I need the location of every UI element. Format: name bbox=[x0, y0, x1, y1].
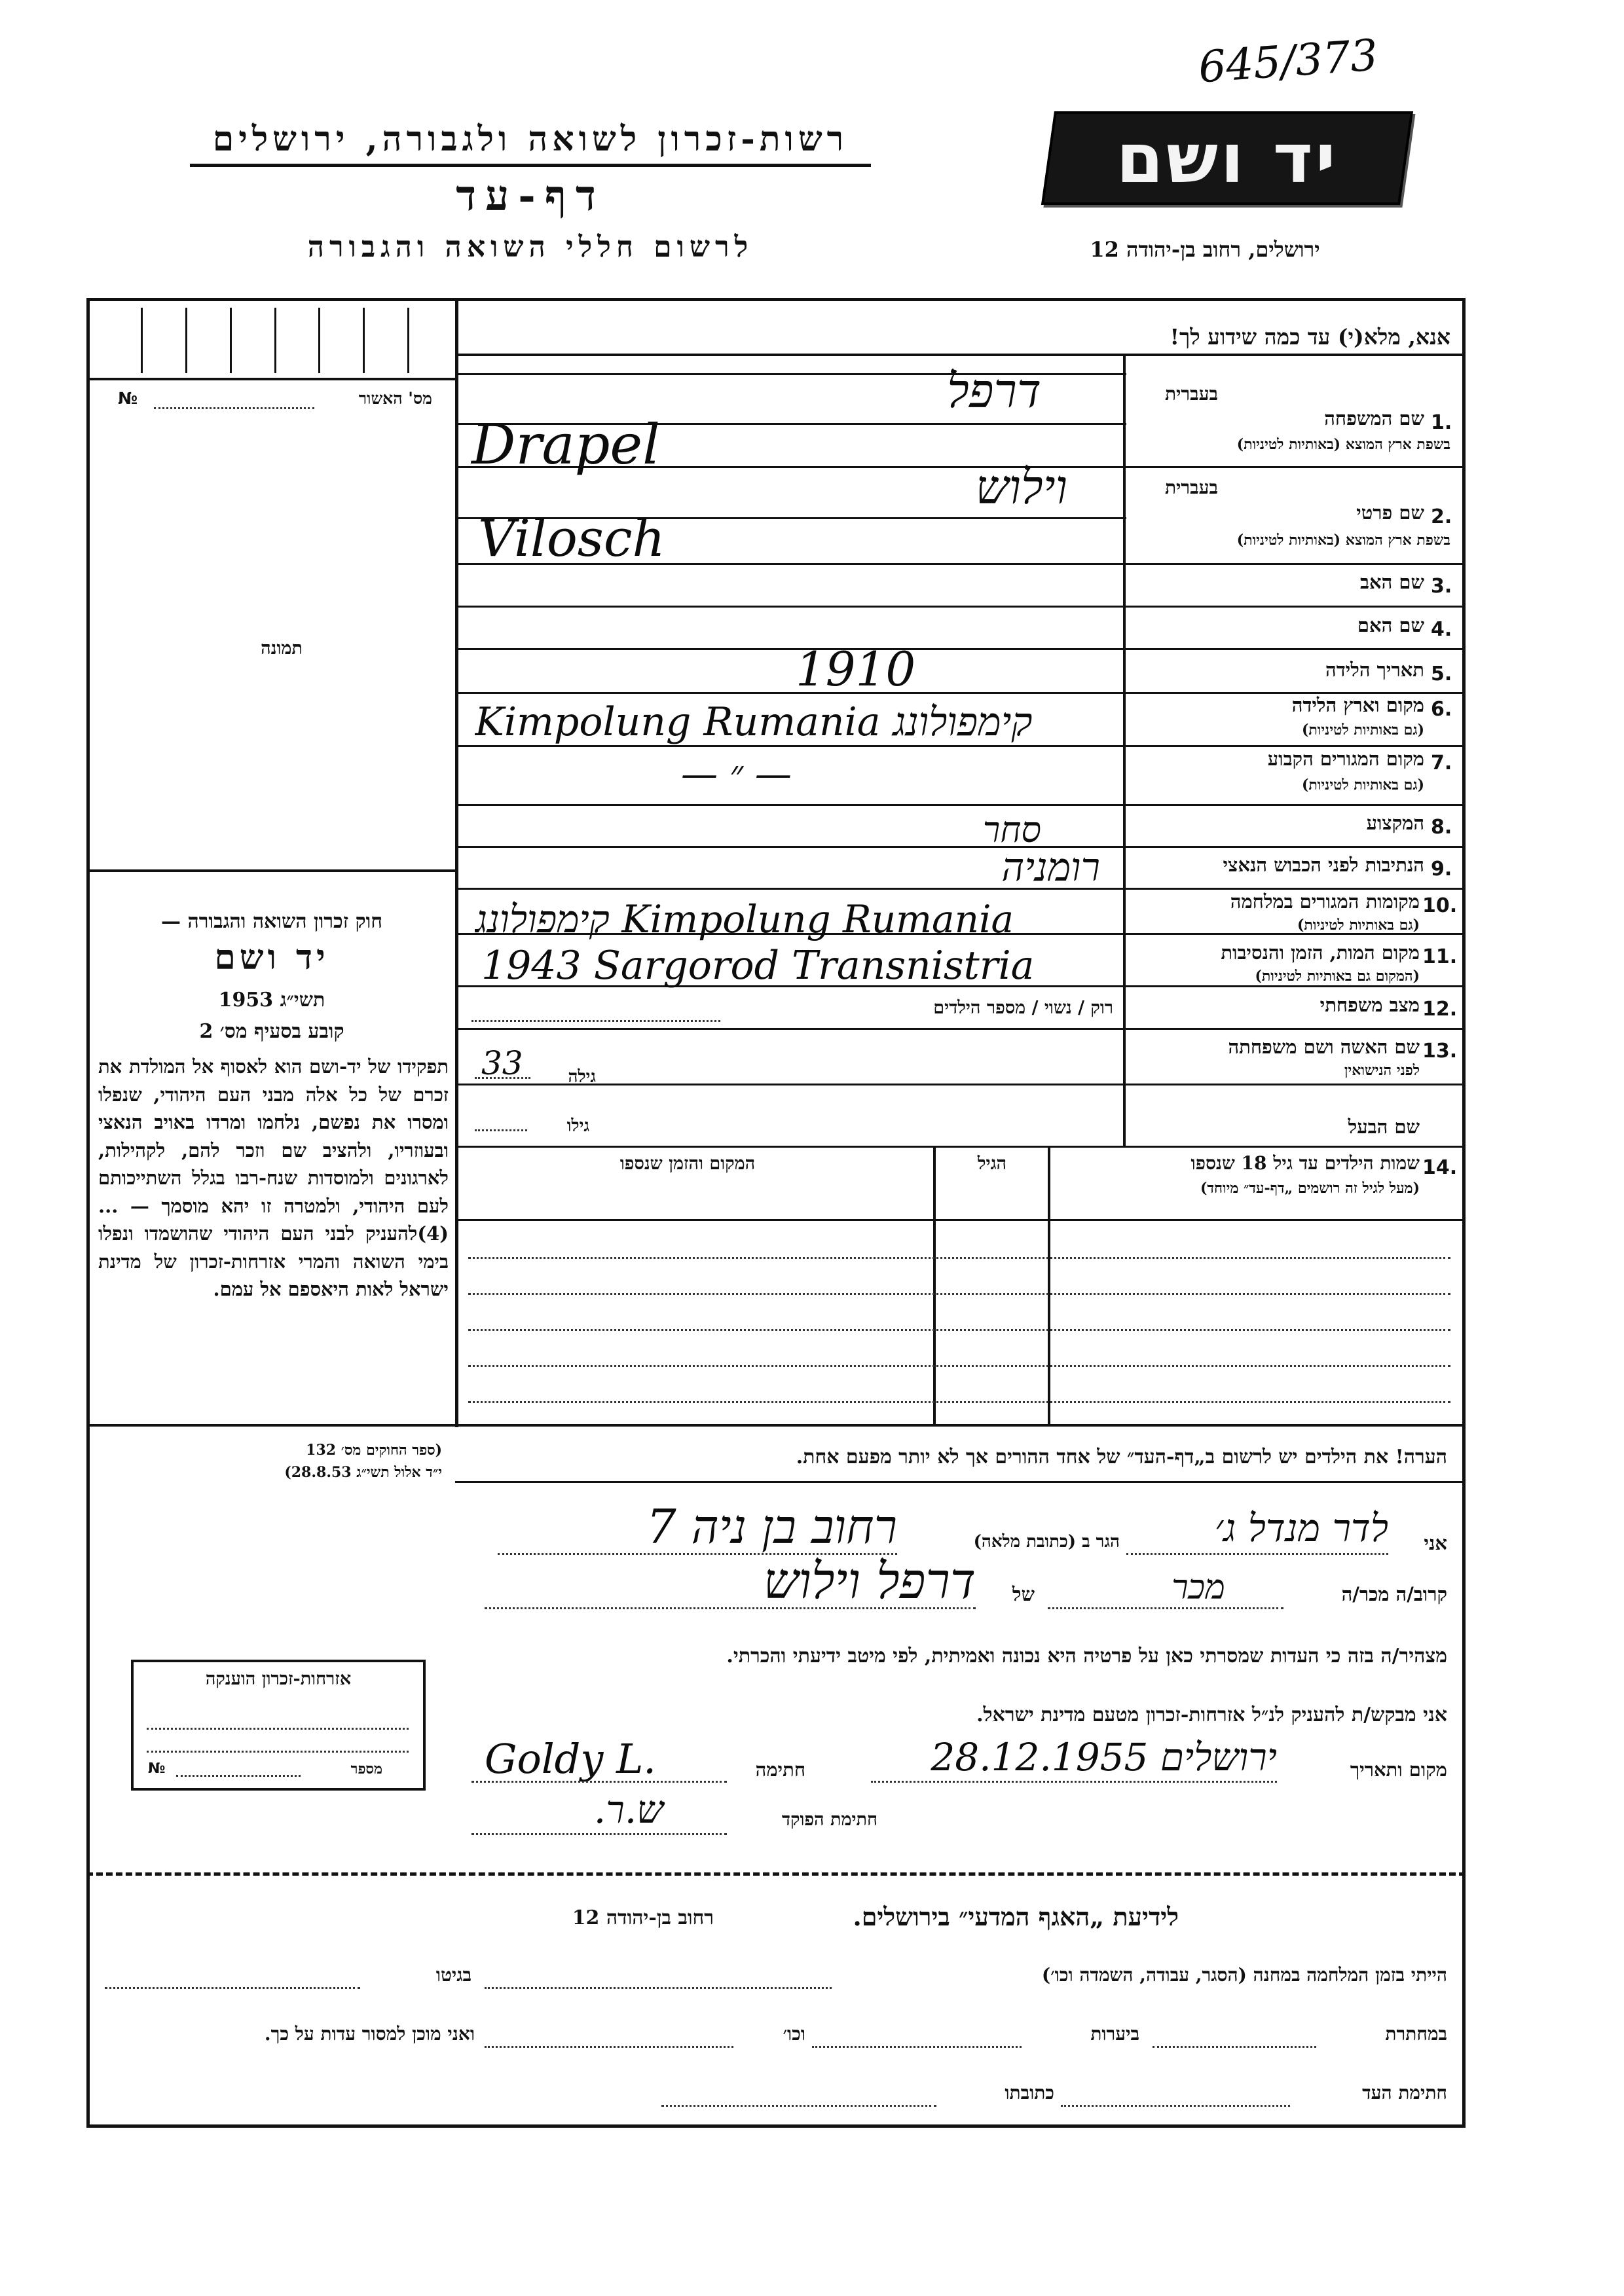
field-12-number: 12. bbox=[1422, 998, 1458, 1021]
citizenship-box-line[interactable] bbox=[147, 1728, 409, 1730]
in-hebrew-label: בעברית bbox=[1164, 383, 1218, 405]
declarant-name-field[interactable] bbox=[1126, 1553, 1388, 1555]
fields-divider bbox=[1123, 354, 1126, 1146]
approval-digit-box[interactable] bbox=[320, 308, 365, 373]
place-date-field[interactable] bbox=[871, 1781, 1277, 1783]
field-3-label: שם האב bbox=[1359, 571, 1424, 593]
photo-label: תמונה bbox=[261, 638, 303, 659]
field-4-label: שם האם bbox=[1357, 614, 1424, 636]
children-age-header: הגיל bbox=[977, 1154, 1007, 1174]
field-10-value[interactable]: Kimpolung Rumania קימפולונג bbox=[475, 897, 1014, 941]
signature-value[interactable]: Goldy L. bbox=[485, 1735, 656, 1783]
field-9-value[interactable]: רומניה bbox=[1001, 845, 1100, 890]
field-14-number: 14. bbox=[1422, 1156, 1458, 1179]
approval-no-sign: № bbox=[118, 389, 138, 408]
instruction-text: אנא, מלא(י) עד כמה שידוע לך! bbox=[1170, 324, 1450, 350]
scientific-ghetto-field[interactable] bbox=[105, 1987, 360, 1989]
approval-digit-box[interactable] bbox=[187, 308, 232, 373]
law-clause: קובע בסעיף מס׳ 2 bbox=[199, 1020, 344, 1043]
citizenship-number-field[interactable] bbox=[176, 1775, 301, 1777]
scientific-etc-field[interactable] bbox=[485, 2046, 733, 2048]
field-2-sublabel: בשפת ארץ המוצא (באותיות לטיניות) bbox=[1236, 532, 1450, 549]
form-title: דף-עד bbox=[456, 172, 605, 221]
field-9-number: 9. bbox=[1431, 858, 1452, 881]
field-4-number: 4. bbox=[1431, 618, 1452, 641]
field-1-sublabel: בשפת ארץ המוצא (באותיות לטיניות) bbox=[1236, 436, 1450, 453]
field-3-number: 3. bbox=[1431, 575, 1452, 598]
field-rule bbox=[455, 648, 1466, 650]
place-date-label: מקום ותאריך bbox=[1350, 1758, 1447, 1781]
children-row[interactable] bbox=[468, 1257, 1450, 1259]
citizenship-box-line[interactable] bbox=[147, 1751, 409, 1753]
officer-signature-value[interactable]: ש.ר. bbox=[593, 1787, 664, 1832]
field-7-sublabel: (גם באותיות לטיניות) bbox=[1301, 776, 1424, 793]
declaration-request: אני מבקש/ת להעניק לנ״ל אזרחות-זכרון מטעם מדינת ישראל. bbox=[976, 1704, 1447, 1726]
children-note: (מעל לגיל זה רושמים „דף-עד״ מיוחד) bbox=[1200, 1180, 1420, 1197]
field-5-number: 5. bbox=[1431, 663, 1452, 685]
wife-age-value[interactable]: 33 bbox=[481, 1044, 523, 1082]
field-2-label: שם פרטי bbox=[1356, 501, 1424, 524]
approval-digit-box[interactable] bbox=[365, 308, 409, 373]
relative-value[interactable]: מכר bbox=[1172, 1568, 1225, 1607]
field-5-label: תאריך הלידה bbox=[1325, 659, 1424, 681]
form-subtitle: לרשום חללי השואה והגבורה bbox=[307, 230, 754, 264]
remark-text: הערה! את הילדים יש לרשום ב„דף-העד״ של אחד ההורים אך לא יותר מפעם אחת. bbox=[796, 1446, 1447, 1468]
scientific-etc-label: וכו׳ bbox=[783, 2023, 805, 2045]
scientific-underground-label: במחתרת bbox=[1385, 2023, 1447, 2045]
children-header-rule bbox=[455, 1219, 1466, 1221]
header-address: ירושלים, רחוב בן-יהודה 12 bbox=[1090, 237, 1320, 262]
wife-age-field[interactable] bbox=[475, 1077, 530, 1079]
field-rule bbox=[455, 1146, 1466, 1148]
witness-address-label: כתובתו bbox=[1005, 2082, 1054, 2104]
field-rule bbox=[455, 804, 1466, 806]
archive-reference-number: 645/373 bbox=[1196, 29, 1380, 93]
citizenship-box-title: אזרחות-זכרון הוענקה bbox=[205, 1669, 352, 1689]
declarant-resides-label: הגר ב (כתובת מלאה) bbox=[973, 1532, 1120, 1552]
approval-digit-box[interactable] bbox=[409, 308, 452, 373]
field-13-number: 13. bbox=[1422, 1040, 1458, 1063]
citizenship-box bbox=[131, 1660, 426, 1791]
field-13-label: שם האשה ושם משפחתה bbox=[1228, 1036, 1420, 1058]
field-10-label: מקומות המגורים במלחמה bbox=[1230, 890, 1420, 913]
law-org: יד ושם bbox=[214, 938, 329, 977]
in-hebrew-label: בעברית bbox=[1164, 477, 1218, 498]
of-value[interactable]: דרפל וילוש bbox=[763, 1552, 976, 1610]
signature-field[interactable] bbox=[471, 1781, 727, 1783]
yad-vashem-logo bbox=[1041, 111, 1413, 205]
field-rule bbox=[455, 1084, 1466, 1085]
of-field[interactable] bbox=[485, 1607, 976, 1609]
field-7-number: 7. bbox=[1431, 752, 1452, 774]
field-8-number: 8. bbox=[1431, 816, 1452, 839]
field-rule bbox=[455, 745, 1466, 747]
law-year: תשי״ג 1953 bbox=[218, 989, 325, 1011]
declarant-address-value[interactable]: רחוב בן ניה 7 bbox=[646, 1499, 897, 1554]
approval-number-boxes[interactable] bbox=[98, 308, 452, 373]
approval-box-bottom bbox=[86, 378, 456, 380]
scientific-camp-field[interactable] bbox=[485, 1987, 832, 1989]
officer-signature-field[interactable] bbox=[471, 1833, 727, 1835]
field-8-label: המקצוע bbox=[1366, 812, 1424, 834]
children-row[interactable] bbox=[468, 1401, 1450, 1403]
declarant-name-value[interactable]: לדר מנדל ג׳ bbox=[1214, 1506, 1388, 1550]
husband-name-label: שם הבעל bbox=[1348, 1116, 1420, 1138]
witness-signature-label: חתימת העד bbox=[1362, 2082, 1447, 2104]
scientific-forests-field[interactable] bbox=[812, 2046, 1022, 2048]
law-text: תפקידו של יד-ושם הוא לאסוף אל המולדת את זכרם של כל אלה מבני העם היהודי, שנפלו ומסרו את נפשם, נלחמו ומרדו באויב הנאצי ובעוזריו, ולהציב שם וזכר להם, לקהילות, לארגונים ולמוסדות שנח-רבו בגלל השתייכותם לעם היהודי, ולמטרה זו יהא מוסמך — ...(4)להעניק לבני העם היהודי שהושמדו ונפלו בימי השואה והמרי אזרחות-זכרון של מדינת ישראל לאות היאספם אל עמם. bbox=[98, 1055, 449, 1300]
law-title: חוק זכרון השואה והגבורה — bbox=[161, 910, 382, 933]
relative-label: קרוב/ה מכר/ה bbox=[1341, 1583, 1447, 1605]
field-10-sublabel: (גם באותיות לטיניות) bbox=[1297, 917, 1420, 934]
field-12-label: מצב משפחתי bbox=[1320, 994, 1420, 1016]
children-row[interactable] bbox=[468, 1293, 1450, 1295]
field-6-label: מקום וארץ הלידה bbox=[1291, 694, 1424, 716]
field-10-number: 10. bbox=[1422, 894, 1458, 917]
remark-rule bbox=[455, 1481, 1466, 1483]
scientific-underground-field[interactable] bbox=[1153, 2046, 1316, 2048]
witness-address-field[interactable] bbox=[661, 2105, 936, 2107]
field-8-value[interactable]: סחר bbox=[982, 809, 1041, 850]
approval-label: מס' האשור bbox=[358, 389, 432, 408]
field-3-value[interactable] bbox=[471, 568, 1113, 602]
authority-line: רשות-זכרון לשואה ולגבורה, ירושלים bbox=[212, 119, 849, 159]
field-1-label: שם המשפחה bbox=[1324, 407, 1424, 429]
approval-digit-box[interactable] bbox=[232, 308, 276, 373]
field-1-latin-value[interactable]: Drapel bbox=[471, 412, 660, 477]
field-4-value[interactable] bbox=[471, 610, 1113, 644]
children-row[interactable] bbox=[468, 1365, 1450, 1367]
officer-signature-label: חתימת הפוקד bbox=[782, 1810, 877, 1830]
declarant-prefix: אני bbox=[1424, 1532, 1447, 1554]
citizenship-no-sign: № bbox=[148, 1760, 166, 1777]
field-9-label: הנתיבות לפני הכבוש הנאצי bbox=[1223, 854, 1424, 876]
field-6-sublabel: (גם באותיות לטיניות) bbox=[1301, 721, 1424, 738]
marital-status-options[interactable]: רוק / נשוי / מספר הילדים bbox=[933, 998, 1113, 1018]
wife-age-label: גילה bbox=[568, 1067, 596, 1087]
field-13-sublabel: לפני הנישואין bbox=[1344, 1062, 1420, 1079]
field-1-hebrew-value[interactable]: דרפל bbox=[947, 363, 1041, 418]
approval-digit-box[interactable] bbox=[143, 308, 187, 373]
of-label: של bbox=[1012, 1583, 1035, 1605]
children-place-header: המקום והזמן שנספו bbox=[619, 1154, 756, 1174]
field-6-number: 6. bbox=[1431, 698, 1452, 721]
section-rule-lower bbox=[86, 1424, 1466, 1427]
law-source: (ספר החוקים מס׳ 132 bbox=[306, 1442, 442, 1459]
citizenship-number-label: מספר bbox=[350, 1760, 382, 1777]
marital-status-field[interactable] bbox=[471, 1020, 720, 1022]
field-11-label: מקום המות, הזמן והנסיבות bbox=[1221, 941, 1420, 964]
field-11-value[interactable]: 1943 Sargorod Transnistria bbox=[481, 943, 1035, 989]
scientific-address: רחוב בן-יהודה 12 bbox=[572, 1906, 714, 1929]
field-2-hebrew-value[interactable]: וילוש bbox=[975, 460, 1067, 515]
field-2-latin-value[interactable]: Vilosch bbox=[478, 509, 665, 568]
signature-label: חתימה bbox=[755, 1758, 805, 1781]
section-rule-dashed bbox=[86, 1872, 1466, 1876]
approval-digit-box[interactable] bbox=[98, 308, 143, 373]
husband-age-field[interactable] bbox=[475, 1129, 527, 1131]
field-7-label: מקום המגורים הקבוע bbox=[1267, 748, 1424, 770]
approval-digit-box[interactable] bbox=[276, 308, 321, 373]
left-panel-rule bbox=[86, 869, 456, 872]
children-col-divider bbox=[933, 1146, 936, 1424]
children-row[interactable] bbox=[468, 1329, 1450, 1331]
field-11-number: 11. bbox=[1422, 945, 1458, 968]
authority-underline bbox=[190, 164, 871, 167]
witness-signature-field[interactable] bbox=[1061, 2105, 1290, 2107]
field-2-number: 2. bbox=[1431, 505, 1452, 528]
children-col-divider bbox=[1048, 1146, 1050, 1424]
declaration-statement: מצהיר/ה בזה כי העדות שמסרתי כאן על פרטיה היא נכונה ואמיתית, לפי מיטב ידיעתי והכרתי. bbox=[726, 1645, 1447, 1667]
scientific-camp-label: הייתי בזמן המלחמה במחנה (הסגר, עבודה, השמדה וכו׳) bbox=[1041, 1964, 1447, 1986]
field-1-number: 1. bbox=[1431, 411, 1452, 434]
scientific-ghetto-label: בגיטו bbox=[435, 1964, 471, 1986]
logo-text: יד ושם bbox=[1116, 118, 1338, 198]
approval-number-field[interactable] bbox=[154, 407, 314, 409]
instruction-rule bbox=[455, 354, 1466, 356]
law-source-date: י״ד אלול תשי״ג 28.8.53) bbox=[284, 1464, 442, 1481]
field-rule bbox=[455, 1028, 1466, 1030]
scientific-forests-label: ביערות bbox=[1090, 2023, 1139, 2045]
field-rule bbox=[455, 606, 1466, 608]
scientific-willing-label: ואני מוכן למסור עדות על כך. bbox=[264, 2023, 475, 2045]
field-7-value[interactable]: — ״ — bbox=[681, 753, 792, 795]
relative-field[interactable] bbox=[1048, 1607, 1283, 1609]
children-label: שמות הילדים עד גיל 18 שנספו bbox=[1190, 1152, 1420, 1174]
place-date-value[interactable]: ירושלים 28.12.1955 bbox=[931, 1735, 1277, 1779]
husband-age-label: גילו bbox=[566, 1116, 589, 1136]
scientific-title: לידיעת „האגף המדעי״ בירושלים. bbox=[853, 1902, 1179, 1931]
field-11-sublabel: (המקום גם באותיות לטיניות) bbox=[1255, 968, 1420, 985]
field-5-value[interactable]: 1910 bbox=[796, 642, 916, 697]
field-6-value[interactable]: קימפולונג Kimpolung Rumania bbox=[475, 699, 1033, 745]
